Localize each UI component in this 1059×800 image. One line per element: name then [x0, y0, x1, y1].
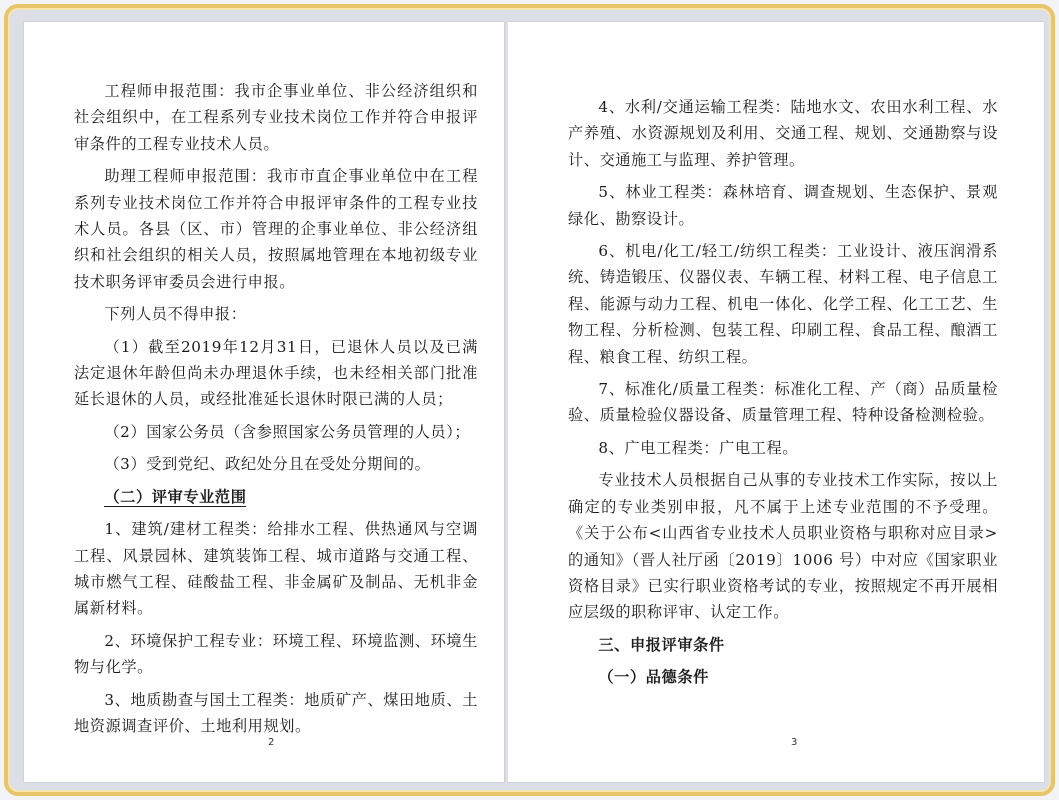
paragraph: 助理工程师申报范围：我市市直企事业单位中在工程系列专业技术岗位工作并符合申报评审条件的工程专业技术人员。各县（区、市）管理的企事业单位、非公经济组织和社会组织的相关人员，按照属地管理在本地初级专业技术职务评审委员会进行申报。 [74, 167, 478, 291]
paragraph: 下列人员不得申报： [104, 305, 247, 324]
subsection-heading: （一）品德条件 [598, 668, 709, 687]
left-page-body [74, 78, 478, 745]
paragraph: 工程师申报范围：我市企事业单位、非公经济组织和社会组织中，在工程系列专业技术岗位工作并符合申报评审条件的工程专业技术人员。 [74, 82, 478, 153]
paragraph: 7、标准化/质量工程类：标准化工程、产（商）品质量检验、质量检验仪器设备、质量管理工程、特种设备检测检验。 [568, 380, 998, 425]
left-page [24, 22, 504, 782]
paragraph: 3、地质勘查与国土工程类：地质矿产、煤田地质、土地资源调查评价、土地利用规划。 [74, 690, 478, 735]
paragraph: 专业技术人员根据自己从事的专业技术工作实际，按以上确定的专业类别申报，凡不属于上述专业范围的不予受理。《关于公布<山西省专业技术人员职业资格与职称对应目录>的通知》（晋人社厅函〔2019〕1006 号）中对应《国家职业资格目录》已实行职业资格考试的专业，按照规定不再开展相应层级的职称评审、认定工作。 [568, 471, 998, 622]
page-number: 3 [791, 737, 798, 748]
right-page [508, 22, 1044, 782]
paragraph: （1）截至2019年12月31日，已退休人员以及已满法定退休年龄但尚未办理退休手续，也未经相关部门批准延长退休的人员，或经批准延长退休时限已满的人员； [74, 337, 478, 409]
paragraph: 6、机电/化工/轻工/纺织工程类：工业设计、液压润滑系统、铸造锻压、仪器仪表、车辆工程、材料工程、电子信息工程、能源与动力工程、机电一体化、化学工程、化工工艺、生物工程、分析检测、包装工程、印刷工程、食品工程、酿酒工程、粮食工程、纺织工程。 [568, 242, 998, 366]
document-frame [4, 4, 1055, 796]
section-heading-text: （二）评审专业范围 [104, 487, 247, 506]
paragraph: 5、林业工程类：森林培育、调查规划、生态保护、景观绿化、勘察设计。 [568, 183, 998, 228]
paragraph: （2）国家公务员（含参照国家公务员管理的人员）； [104, 422, 471, 441]
right-page-body [568, 94, 998, 697]
paragraph: 8、广电工程类：广电工程。 [598, 438, 799, 457]
page-number: 2 [268, 737, 275, 748]
section-heading [74, 484, 478, 510]
paragraph: （3）受到党纪、政纪处分且在受处分期间的。 [104, 455, 431, 474]
section-heading: 三、申报评审条件 [598, 635, 725, 654]
paragraph: 1、建筑/建材工程类：给排水工程、供热通风与空调工程、风景园林、建筑装饰工程、城市道路与交通工程、城市燃气工程、硅酸盐工程、非金属矿及制品、无机非金属新材料。 [74, 520, 478, 618]
paragraph: 4、水利/交通运输工程类：陆地水文、农田水利工程、水产养殖、水资源规划及利用、交通工程、规划、交通勘察与设计、交通施工与监理、养护管理。 [568, 98, 998, 169]
paragraph: 2、环境保护工程专业：环境工程、环境监测、环境生物与化学。 [74, 631, 478, 677]
